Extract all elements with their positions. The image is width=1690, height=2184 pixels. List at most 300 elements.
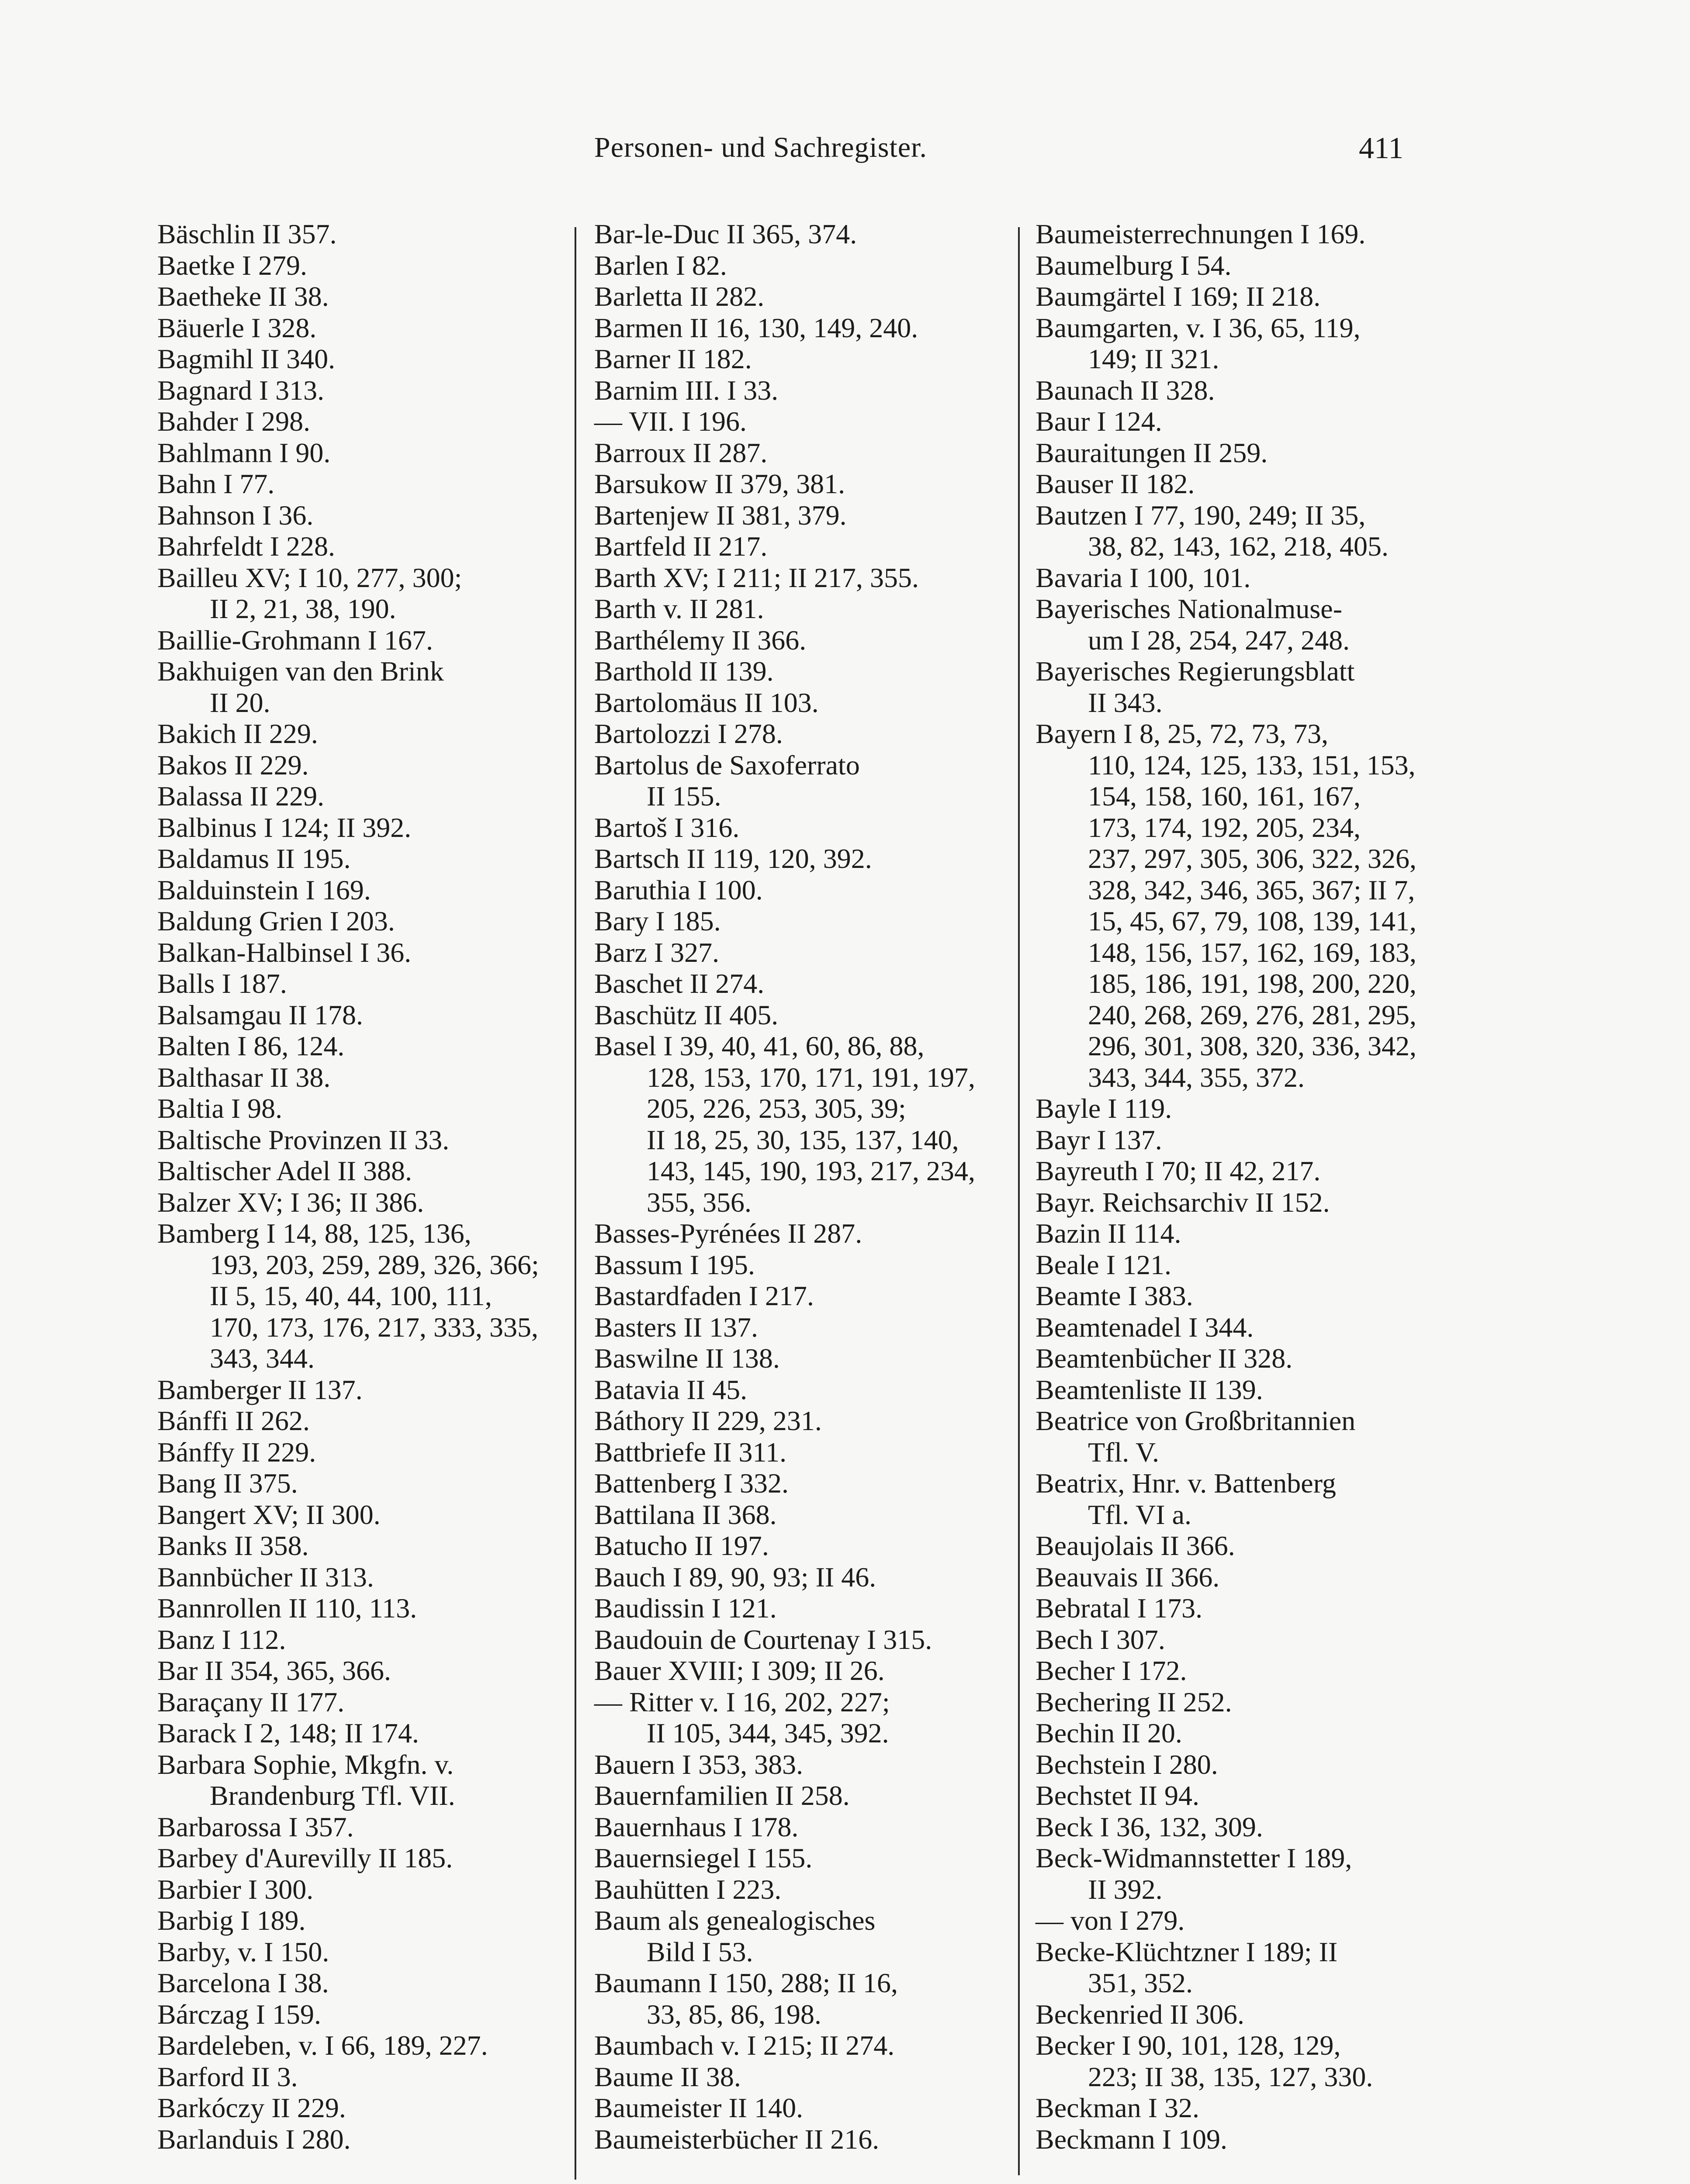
index-entry-continuation: 343, 344. <box>210 1343 315 1374</box>
index-entry <box>1035 1124 1472 1156</box>
index-entry <box>157 1655 594 1686</box>
index-entry <box>157 406 594 437</box>
index-entry <box>1035 1842 1472 1905</box>
index-entry-continuation: Tfl. VI a. <box>1088 1499 1191 1530</box>
index-entry <box>157 218 594 250</box>
index-entry <box>1035 1249 1472 1281</box>
index-entry-line: Baumgarten, v. I 36, 65, 119, <box>1035 312 1361 343</box>
index-entry-line: Bannbücher II 313. <box>157 1561 374 1593</box>
index-entry <box>594 905 1031 937</box>
index-entry <box>1035 1093 1472 1124</box>
index-entry <box>594 1374 1031 1406</box>
column-rule <box>575 227 576 2180</box>
index-entry <box>157 1717 594 1749</box>
index-entry-continuation: II 343. <box>1088 687 1163 718</box>
index-entry-line: Bauernsiegel I 155. <box>594 1842 813 1873</box>
index-entry <box>594 1343 1031 1374</box>
index-entry <box>157 281 594 312</box>
index-entry <box>157 1030 594 1062</box>
index-entry <box>157 1062 594 1093</box>
index-entry <box>594 468 1031 500</box>
index-entry-line: Basses-Pyrénées II 287. <box>594 1218 862 1249</box>
index-entry <box>594 812 1031 843</box>
index-entry <box>594 593 1031 625</box>
index-entry-line: Baudouin de Courtenay I 315. <box>594 1624 932 1655</box>
index-entry-line: Barby, v. I 150. <box>157 1936 329 1967</box>
index-entry <box>1035 1811 1472 1843</box>
index-entry-line: Barbarossa I 357. <box>157 1811 354 1842</box>
index-entry-line: Batavia II 45. <box>594 1374 748 1405</box>
index-entry-line: Bamberger II 137. <box>157 1374 363 1405</box>
index-entry <box>594 562 1031 594</box>
index-entry <box>157 1124 594 1156</box>
index-entry-line: Bailleu XV; I 10, 277, 300; <box>157 562 462 593</box>
index-entry <box>1035 312 1472 375</box>
index-entry-line: Bary I 185. <box>594 905 721 936</box>
index-entry-line: Bechin II 20. <box>1035 1717 1182 1749</box>
index-entry <box>157 1749 594 1811</box>
index-entry-line: Bagmihl II 340. <box>157 343 336 374</box>
index-entry <box>594 718 1031 750</box>
index-entry-continuation: Brandenburg Tfl. VII. <box>210 1780 455 1811</box>
index-entry <box>594 1749 1031 1780</box>
index-entry <box>594 1655 1031 1686</box>
index-entry-line: Bahlmann I 90. <box>157 437 331 468</box>
index-entry <box>594 968 1031 999</box>
index-entry-line: Bebratal I 173. <box>1035 1593 1203 1624</box>
index-entry <box>594 375 1031 406</box>
index-entry-line: Bauhütten I 223. <box>594 1873 782 1905</box>
index-entry-line: Beaujolais II 366. <box>1035 1530 1235 1561</box>
index-entry-line: — VII. I 196. <box>594 406 747 437</box>
index-entry-line: Bauraitungen II 259. <box>1035 437 1268 468</box>
index-entry-continuation: 173, 174, 192, 205, 234, <box>1088 812 1361 843</box>
index-entry-continuation: II 5, 15, 40, 44, 100, 111, <box>210 1280 492 1311</box>
index-entry-line: Banz I 112. <box>157 1624 286 1655</box>
index-entry <box>594 1811 1031 1843</box>
index-entry <box>594 531 1031 562</box>
index-entry-line: Bardeleben, v. I 66, 189, 227. <box>157 2030 488 2061</box>
index-entry <box>594 1905 1031 1967</box>
index-column-3 <box>1035 218 1472 2155</box>
index-entry-line: Bartfeld II 217. <box>594 531 768 562</box>
index-entry-line: Bayr I 137. <box>1035 1124 1162 1155</box>
index-entry <box>594 281 1031 312</box>
index-entry-continuation: II 20. <box>210 687 270 718</box>
index-entry-continuation: 154, 158, 160, 161, 167, <box>1088 781 1361 812</box>
index-entry-line: — von I 279. <box>1035 1905 1185 1936</box>
index-entry-line: Bannrollen II 110, 113. <box>157 1593 417 1624</box>
index-entry <box>157 843 594 874</box>
index-entry-line: Bayerisches Regierungsblatt <box>1035 656 1355 687</box>
index-entry <box>157 750 594 781</box>
index-entry-line: Barmen II 16, 130, 149, 240. <box>594 312 918 343</box>
index-entry-line: Basel I 39, 40, 41, 60, 86, 88, <box>594 1030 925 1061</box>
index-entry-line: Barlen I 82. <box>594 249 727 281</box>
index-entry <box>594 1686 1031 1749</box>
index-entry <box>1035 1280 1472 1312</box>
page-number: 411 <box>1359 131 1404 165</box>
index-entry <box>594 1312 1031 1343</box>
index-entry-continuation: um I 28, 254, 247, 248. <box>1088 624 1350 656</box>
index-entry-continuation: 149; II 321. <box>1088 343 1219 374</box>
index-entry <box>1035 468 1472 500</box>
index-entry-line: Beauvais II 366. <box>1035 1561 1220 1593</box>
index-entry-continuation: 143, 145, 190, 193, 217, 234, <box>647 1155 975 1186</box>
index-entry-continuation: II 392. <box>1088 1873 1163 1905</box>
index-entry-line: Bartolomäus II 103. <box>594 687 819 718</box>
index-entry-line: Bahn I 77. <box>157 468 275 499</box>
index-entry <box>157 812 594 843</box>
index-entry <box>594 437 1031 469</box>
index-entry-line: Bechstet II 94. <box>1035 1780 1199 1811</box>
index-entry-line: Bar-le-Duc II 365, 374. <box>594 218 857 249</box>
index-entry <box>594 312 1031 344</box>
index-entry-line: Barletta II 282. <box>594 281 765 312</box>
index-entry <box>594 999 1031 1031</box>
index-entry <box>157 250 594 281</box>
index-entry <box>157 562 594 625</box>
index-entry-line: Baillie-Grohmann I 167. <box>157 624 433 656</box>
index-entry <box>157 1218 594 1374</box>
index-entry-continuation: II 155. <box>647 781 721 812</box>
index-entry <box>594 2092 1031 2124</box>
running-header: Personen- und Sachregister. <box>594 131 927 163</box>
index-entry <box>1035 1936 1472 1999</box>
index-entry <box>1035 1717 1472 1749</box>
index-entry-line: Barlanduis I 280. <box>157 2123 351 2155</box>
index-entry-line: Bauser II 182. <box>1035 468 1195 499</box>
index-entry-line: — Ritter v. I 16, 202, 227; <box>594 1686 890 1717</box>
index-entry-line: Baum als genealogisches <box>594 1905 876 1936</box>
index-entry <box>157 1624 594 1655</box>
index-entry <box>157 1468 594 1499</box>
index-entry-line: Beckman I 32. <box>1035 2092 1199 2123</box>
index-entry-line: Bazin II 114. <box>1035 1218 1181 1249</box>
index-entry <box>157 1936 594 1968</box>
index-entry <box>1035 2030 1472 2092</box>
index-entry-line: Beamte I 383. <box>1035 1280 1193 1311</box>
index-entry-continuation: 223; II 38, 135, 127, 330. <box>1088 2061 1373 2092</box>
index-entry-line: Beck-Widmannstetter I 189, <box>1035 1842 1352 1873</box>
index-entry-continuation: 351, 352. <box>1088 1967 1193 1998</box>
index-entry-line: Becker I 90, 101, 128, 129, <box>1035 2030 1341 2061</box>
index-entry-line: Barthold II 139. <box>594 656 774 687</box>
index-entry-line: Bangert XV; II 300. <box>157 1499 381 1530</box>
index-entry <box>157 437 594 469</box>
index-entry-line: Baldung Grien I 203. <box>157 905 395 936</box>
index-entry-line: Bartsch II 119, 120, 392. <box>594 843 872 874</box>
index-entry-line: Beamtenadel I 344. <box>1035 1311 1254 1343</box>
index-entry <box>157 1374 594 1406</box>
index-entry-continuation: II 2, 21, 38, 190. <box>210 593 396 624</box>
index-entry-line: Balduinstein I 169. <box>157 874 371 905</box>
index-entry <box>157 468 594 500</box>
index-entry-line: Baudissin I 121. <box>594 1593 777 1624</box>
index-entry-line: Bauernhaus I 178. <box>594 1811 799 1842</box>
index-entry <box>157 1842 594 1874</box>
index-entry <box>594 406 1031 437</box>
index-entry-line: Barner II 182. <box>594 343 752 374</box>
index-entry-line: Bakos II 229. <box>157 749 309 781</box>
index-entry-line: Bauernfamilien II 258. <box>594 1780 850 1811</box>
index-entry-line: Beale I 121. <box>1035 1249 1171 1280</box>
index-entry-line: Balls I 187. <box>157 968 287 999</box>
index-entry <box>594 1530 1031 1562</box>
index-entry-continuation: 170, 173, 176, 217, 333, 335, <box>210 1311 538 1343</box>
index-entry <box>157 2124 594 2155</box>
index-entry <box>157 1593 594 1624</box>
index-entry-continuation: 185, 186, 191, 198, 200, 220, <box>1088 968 1416 999</box>
index-entry <box>157 1686 594 1718</box>
index-entry <box>1035 1468 1472 1530</box>
index-entry <box>157 905 594 937</box>
index-entry <box>594 1030 1031 1218</box>
index-entry <box>157 1155 594 1187</box>
index-entry-continuation: 193, 203, 259, 289, 326, 366; <box>210 1249 539 1280</box>
index-entry-line: Batucho II 197. <box>594 1530 769 1561</box>
index-entry-line: Beamtenbücher II 328. <box>1035 1343 1293 1374</box>
index-entry-line: Balten I 86, 124. <box>157 1030 345 1061</box>
index-entry <box>1035 1655 1472 1686</box>
index-entry-line: Barroux II 287. <box>594 437 768 468</box>
index-entry <box>157 1499 594 1531</box>
index-entry <box>594 2061 1031 2093</box>
index-entry-continuation: 240, 268, 269, 276, 281, 295, <box>1088 999 1416 1030</box>
index-entry <box>594 843 1031 874</box>
index-entry <box>1035 1905 1472 1936</box>
index-entry-line: Baumeister II 140. <box>594 2092 803 2123</box>
index-entry-line: Bahnson I 36. <box>157 499 314 531</box>
index-entry <box>1035 1593 1472 1624</box>
index-entry <box>1035 718 1472 1093</box>
index-entry <box>1035 562 1472 594</box>
index-entry-line: Baldamus II 195. <box>157 843 351 874</box>
index-entry-line: Bechering II 252. <box>1035 1686 1232 1717</box>
index-entry <box>157 1999 594 2030</box>
index-entry <box>1035 1218 1472 1249</box>
index-entry <box>157 874 594 906</box>
index-entry-line: Baruthia I 100. <box>594 874 763 905</box>
index-entry-line: Bastardfaden I 217. <box>594 1280 814 1311</box>
index-entry-line: Beck I 36, 132, 309. <box>1035 1811 1263 1842</box>
index-entry <box>157 2061 594 2093</box>
index-entry <box>594 1437 1031 1468</box>
index-entry <box>157 2030 594 2061</box>
index-entry <box>1035 1624 1472 1655</box>
index-entry-continuation: II 105, 344, 345, 392. <box>647 1717 889 1749</box>
index-entry-line: Barbara Sophie, Mkgfn. v. <box>157 1749 454 1780</box>
index-entry-line: Bayr. Reichsarchiv II 152. <box>1035 1186 1330 1218</box>
index-entry-line: Beamtenliste II 139. <box>1035 1374 1263 1405</box>
index-entry-line: Barbey d'Aurevilly II 185. <box>157 1842 453 1873</box>
index-entry <box>157 937 594 968</box>
index-entry-line: Balassa II 229. <box>157 781 325 812</box>
index-entry-line: Bartolus de Saxoferrato <box>594 749 860 781</box>
index-entry-line: Balkan-Halbinsel I 36. <box>157 936 412 968</box>
index-entry-line: Bakich II 229. <box>157 718 318 749</box>
index-entry <box>157 1093 594 1124</box>
index-entry-line: Bamberg I 14, 88, 125, 136, <box>157 1218 471 1249</box>
index-entry <box>157 1811 594 1843</box>
index-entry-line: Baetke I 279. <box>157 249 307 281</box>
index-entry <box>157 531 594 562</box>
index-entry-line: Bahrfeldt I 228. <box>157 531 335 562</box>
index-entry <box>594 1249 1031 1281</box>
index-entry-line: Bárczag I 159. <box>157 1998 321 2030</box>
index-entry-continuation: 110, 124, 125, 133, 151, 153, <box>1088 749 1416 781</box>
index-entry <box>594 2124 1031 2155</box>
index-entry-line: Bäschlin II 357. <box>157 218 337 249</box>
index-entry-line: Báthory II 229, 231. <box>594 1405 822 1436</box>
index-entry-line: Balzer XV; I 36; II 386. <box>157 1186 424 1218</box>
index-entry <box>1035 500 1472 562</box>
index-entry-line: Bakhuigen van den Brink <box>157 656 444 687</box>
index-entry <box>157 1530 594 1562</box>
index-entry-line: Beckmann I 109. <box>1035 2123 1227 2155</box>
index-entry <box>157 1187 594 1218</box>
index-entry <box>594 1499 1031 1531</box>
index-entry <box>594 1405 1031 1437</box>
index-entry-line: Barsukow II 379, 381. <box>594 468 845 499</box>
index-entry-line: Bayle I 119. <box>1035 1093 1172 1124</box>
index-entry-continuation: 15, 45, 67, 79, 108, 139, 141, <box>1088 905 1416 936</box>
index-entry <box>1035 1780 1472 1811</box>
index-entry-continuation: Tfl. V. <box>1088 1436 1159 1468</box>
index-entry <box>157 999 594 1031</box>
index-entry-line: Baltischer Adel II 388. <box>157 1155 412 1186</box>
index-entry-line: Baumeisterbücher II 216. <box>594 2123 880 2155</box>
column-rule <box>1018 227 1020 2175</box>
index-entry-continuation: 343, 344, 355, 372. <box>1088 1061 1305 1093</box>
index-entry-line: Baraçany II 177. <box>157 1686 345 1717</box>
index-entry <box>594 1967 1031 2030</box>
index-entry-line: Becher I 172. <box>1035 1655 1187 1686</box>
index-entry <box>157 2092 594 2124</box>
index-entry <box>594 1593 1031 1624</box>
index-entry-line: Balthasar II 38. <box>157 1061 331 1093</box>
index-entry <box>1035 1749 1472 1780</box>
index-entry <box>1035 593 1472 656</box>
index-entry-line: Baschütz II 405. <box>594 999 779 1030</box>
index-entry-line: Barford II 3. <box>157 2061 298 2092</box>
index-entry-line: Baur I 124. <box>1035 406 1162 437</box>
index-entry-line: Basters II 137. <box>594 1311 758 1343</box>
index-entry-line: Bartolozzi I 278. <box>594 718 783 749</box>
index-entry <box>1035 375 1472 406</box>
index-entry-continuation: 38, 82, 143, 162, 218, 405. <box>1088 531 1389 562</box>
index-entry-continuation: 296, 301, 308, 320, 336, 342, <box>1088 1030 1416 1061</box>
index-entry <box>594 687 1031 719</box>
index-entry-line: Bautzen I 77, 190, 249; II 35, <box>1035 499 1366 531</box>
index-entry-line: Barbig I 189. <box>157 1905 306 1936</box>
index-column-2 <box>594 218 1031 2155</box>
index-entry-continuation: II 18, 25, 30, 135, 137, 140, <box>647 1124 959 1155</box>
index-entry-line: Battbriefe II 311. <box>594 1436 787 1468</box>
index-entry <box>594 1874 1031 1905</box>
index-entry <box>157 1562 594 1593</box>
index-entry <box>1035 1686 1472 1718</box>
index-entry <box>594 625 1031 656</box>
index-entry-line: Barcelona I 38. <box>157 1967 329 1998</box>
index-entry <box>594 1562 1031 1593</box>
index-entry <box>594 937 1031 968</box>
index-entry-line: Beckenried II 306. <box>1035 1998 1245 2030</box>
index-entry <box>157 781 594 812</box>
index-entry-line: Barnim III. I 33. <box>594 374 779 406</box>
index-entry-line: Becke-Klüchtzner I 189; II <box>1035 1936 1338 1967</box>
index-entry-continuation: 128, 153, 170, 171, 191, 197, <box>647 1061 975 1093</box>
index-entry-line: Barth XV; I 211; II 217, 355. <box>594 562 919 593</box>
index-entry-line: Barack I 2, 148; II 174. <box>157 1717 419 1749</box>
index-entry <box>1035 2092 1472 2124</box>
index-entry-line: Baumann I 150, 288; II 16, <box>594 1967 898 1998</box>
index-entry-line: Bech I 307. <box>1035 1624 1165 1655</box>
index-entry <box>157 1405 594 1437</box>
index-entry <box>1035 1562 1472 1593</box>
index-entry-line: Baunach II 328. <box>1035 374 1215 406</box>
index-entry-continuation: 33, 85, 86, 198. <box>647 1998 821 2030</box>
index-entry-line: Baltische Provinzen II 33. <box>157 1124 450 1155</box>
index-entry <box>1035 1312 1472 1343</box>
index-entry-line: Bar II 354, 365, 366. <box>157 1655 391 1686</box>
index-entry-line: Bayerisches Nationalmuse- <box>1035 593 1342 624</box>
index-entry <box>594 1842 1031 1874</box>
index-entry <box>1035 1155 1472 1187</box>
index-entry-continuation: Bild I 53. <box>647 1936 753 1967</box>
index-entry <box>157 375 594 406</box>
index-entry-line: Baumbach v. I 215; II 274. <box>594 2030 895 2061</box>
index-entry <box>1035 1187 1472 1218</box>
index-entry-line: Barth v. II 281. <box>594 593 764 624</box>
index-column-1 <box>157 218 594 2155</box>
index-entry <box>1035 250 1472 281</box>
index-entry <box>1035 281 1472 312</box>
index-entry <box>1035 2124 1472 2155</box>
index-entry-continuation: 237, 297, 305, 306, 322, 326, <box>1088 843 1416 874</box>
index-entry-line: Baumeisterrechnungen I 169. <box>1035 218 1366 249</box>
index-entry-line: Baltia I 98. <box>157 1093 283 1124</box>
index-entry-line: Barthélemy II 366. <box>594 624 807 656</box>
index-entry <box>157 1905 594 1936</box>
index-entry-line: Baetheke II 38. <box>157 281 329 312</box>
index-entry <box>594 2030 1031 2061</box>
index-entry <box>1035 218 1472 250</box>
index-entry <box>157 656 594 718</box>
index-entry-line: Battenberg I 332. <box>594 1468 789 1499</box>
index-entry-line: Baume II 38. <box>594 2061 741 2092</box>
index-entry-line: Bauch I 89, 90, 93; II 46. <box>594 1561 876 1593</box>
index-entry-line: Battilana II 368. <box>594 1499 777 1530</box>
index-entry <box>157 500 594 531</box>
index-entry <box>594 750 1031 812</box>
index-entry-line: Bäuerle I 328. <box>157 312 317 343</box>
index-entry <box>157 1874 594 1905</box>
index-entry <box>157 1437 594 1468</box>
index-entry-line: Baumelburg I 54. <box>1035 249 1232 281</box>
index-entry-line: Bahder I 298. <box>157 406 311 437</box>
index-entry-line: Baumgärtel I 169; II 218. <box>1035 281 1321 312</box>
index-entry <box>1035 1999 1472 2030</box>
index-entry <box>594 1468 1031 1499</box>
index-entry-line: Bauer XVIII; I 309; II 26. <box>594 1655 885 1686</box>
index-entry-continuation: 328, 342, 346, 365, 367; II 7, <box>1088 874 1415 905</box>
index-entry-line: Beatrice von Großbritannien <box>1035 1405 1356 1436</box>
index-entry-line: Beatrix, Hnr. v. Battenberg <box>1035 1468 1336 1499</box>
index-entry-line: Bavaria I 100, 101. <box>1035 562 1251 593</box>
index-entry <box>1035 406 1472 437</box>
index-entry-line: Bartenjew II 381, 379. <box>594 499 847 531</box>
